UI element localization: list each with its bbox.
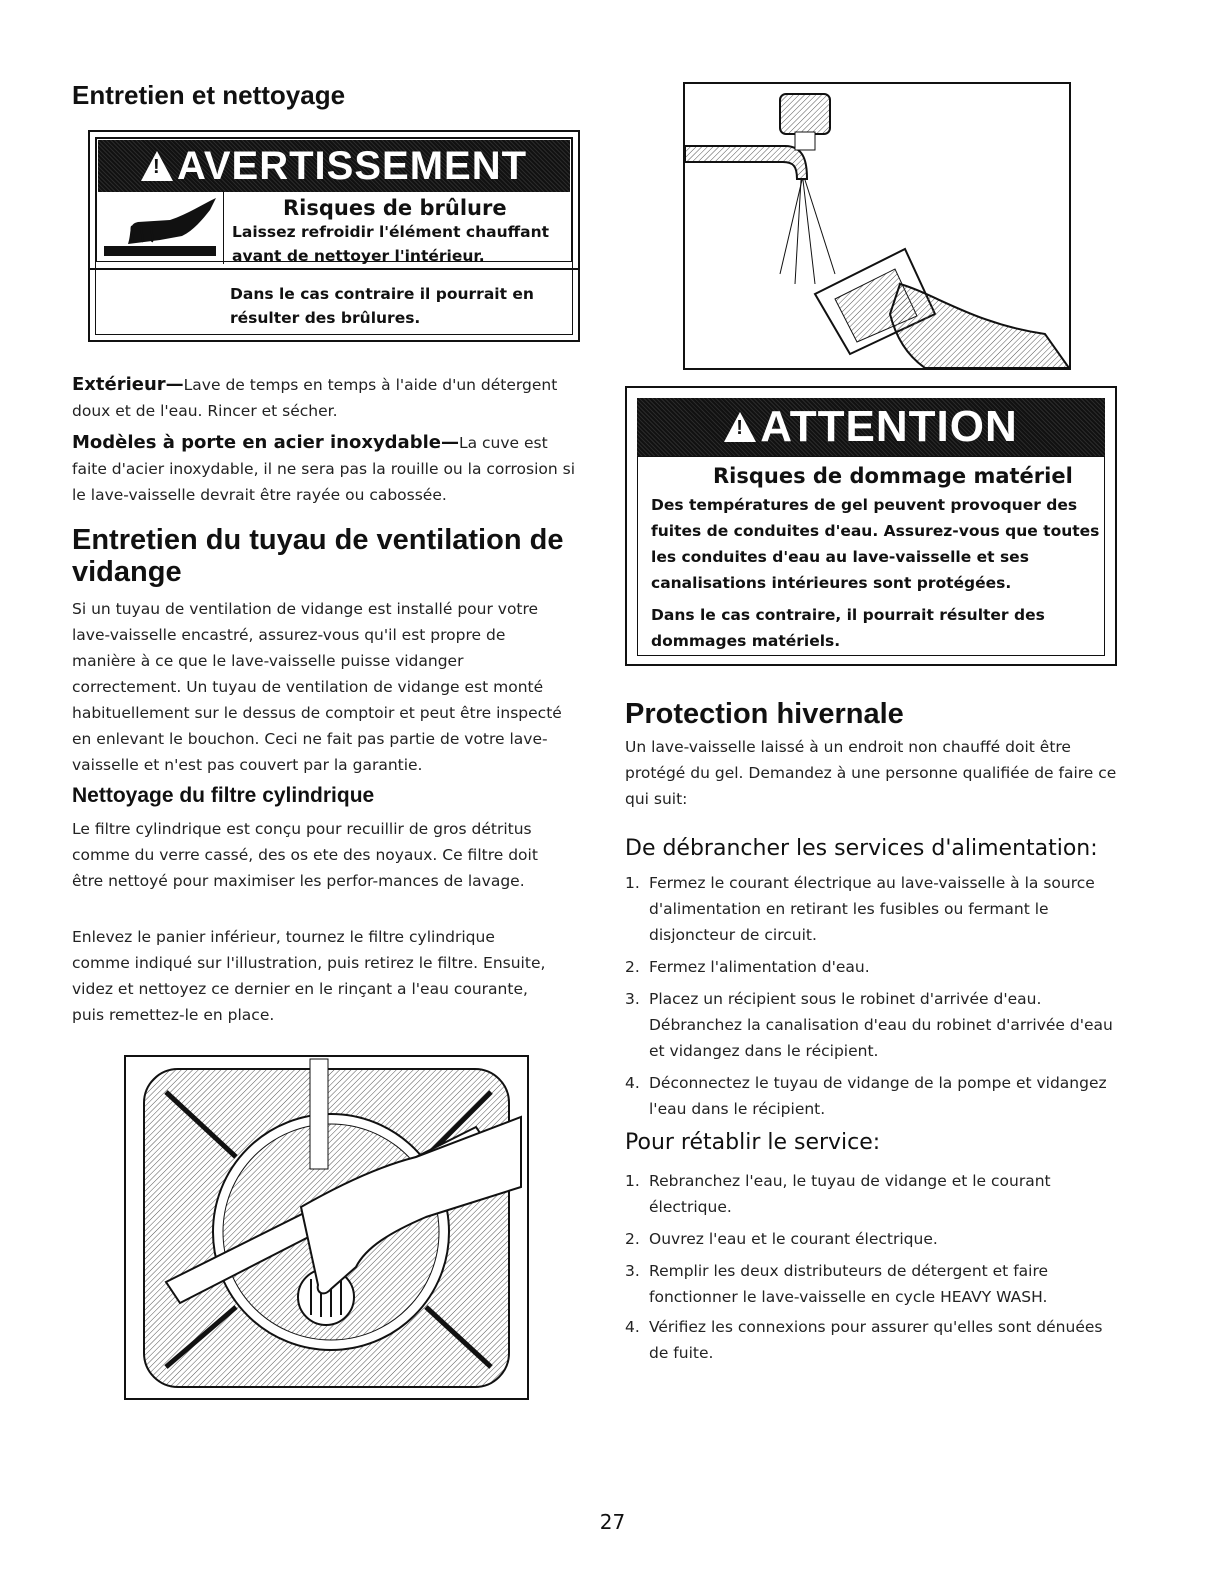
- section-heading-filtre: Nettoyage du filtre cylindrique: [72, 784, 375, 807]
- warning-triangle-icon: [141, 151, 173, 181]
- list-item: 1. Rebranchez l'eau, le tuyau de vidange et le courant électrique.: [625, 1172, 1051, 1216]
- filtre-paragraph-2: Enlevez le panier inférieur, tournez le filtre cylindrique comme indiqué sur l'illustration, puis retirez le filtre. Ensuite, videz et nettoyez ce dernier en le rinçant a l'eau courante, puis remettez-le en place.: [72, 928, 546, 1024]
- list-item: 2. Fermez l'alimentation d'eau.: [625, 958, 870, 976]
- warning-text-1: Laissez refroidir l'élément chauffant avant de nettoyer l'intérieur.: [232, 223, 550, 265]
- exterieur-paragraph: [72, 372, 582, 424]
- caution-text-2: Dans le cas contraire, il pourrait résulter des dommages matériels.: [651, 606, 1045, 650]
- modeles-text: La cuve est faite d'acier inoxydable, il ne sera pas la rouille ou la corrosion si le lave-vaisselle devrait être rayée ou cabossée.: [72, 434, 576, 504]
- page-number: 27: [599, 1510, 626, 1534]
- list-item: 2. Ouvrez l'eau et le courant électrique.: [625, 1230, 938, 1248]
- burn-hazard-icon: [98, 192, 223, 264]
- section-heading-retablir: Pour rétablir le service:: [625, 1130, 881, 1155]
- list-item: 4. Déconnectez le tuyau de vidange de la pompe et vidangez l'eau dans le récipient.: [625, 1074, 1107, 1118]
- caution-banner: ! ATTENTION: [637, 398, 1105, 456]
- caution-box: [625, 386, 1117, 666]
- modeles-label: Modèles à porte en acier inoxydable—: [72, 432, 459, 453]
- modeles-paragraph: [72, 430, 582, 508]
- faucet-illustration: [683, 82, 1071, 370]
- section-heading-tuyau: Entretien du tuyau de ventilation de vidange: [72, 524, 564, 588]
- caution-triangle-icon: [724, 412, 756, 442]
- warning-text-2: Dans le cas contraire il pourrait en résulter des brûlures.: [230, 285, 534, 327]
- warning-title: Risques de brûlure: [283, 196, 507, 220]
- tuyau-paragraph: Si un tuyau de ventilation de vidange est installé pour votre lave-vaisselle encastré, assurez-vous qu'il est propre de manière à ce que le lave-vaisselle puisse vidanger correctement. Un tuyau de ventilation de vidange est monté habituellement sur le dessus de comptoir et peut être inspecté en enlevant le bouchon. Ceci ne fait pas partie de votre lave-vaisselle et n'est pas couvert par la garantie.: [72, 600, 562, 774]
- list-item: 1. Fermez le courant électrique au lave-vaisselle à la source d'alimentation en retirant les fusibles ou fermant le disjoncteur de circuit.: [625, 874, 1095, 944]
- section-heading-entretien: Entretien et nettoyage: [72, 80, 346, 110]
- list-item: 4. Vérifiez les connexions pour assurer qu'elles sont dénuées de fuite.: [625, 1318, 1103, 1362]
- warning-box: [88, 130, 580, 270]
- list-item: 3. Remplir les deux distributeurs de détergent et faire fonctionner le lave-vaisselle en cycle HEAVY WASH.: [625, 1262, 1049, 1306]
- filtre-paragraph-1: Le filtre cylindrique est conçu pour recuillir de gros détritus comme du verre cassé, des os ete des noyaux. Ce filtre doit être nettoyé pour maximiser les perfor-mances de lavage.: [72, 820, 538, 890]
- list-item: 3. Placez un récipient sous le robinet d'arrivée d'eau. Débranchez la canalisation d'eau du robinet d'arrivée d'eau et vidangez dans le récipient.: [625, 990, 1113, 1060]
- section-heading-protection: Protection hivernale: [625, 698, 904, 730]
- protection-paragraph: Un lave-vaisselle laissé à un endroit non chauffé doit être protégé du gel. Demandez à une personne qualifiée de faire ce qui suit:: [625, 738, 1117, 808]
- filter-illustration: [124, 1055, 529, 1400]
- warning-banner: ! AVERTISSEMENT: [98, 140, 570, 192]
- exterieur-label: Extérieur—: [72, 374, 184, 395]
- caution-text-1: Des températures de gel peuvent provoquer des fuites de conduites d'eau. Assurez-vous que toutes les conduites d'eau au lave-vaisselle et ses canalisations intérieures sont protégées.: [651, 496, 1100, 592]
- caution-title: Risques de dommage matériel: [713, 464, 1073, 488]
- exterieur-text: Lave de temps en temps à l'aide d'un détergent doux et de l'eau. Rincer et sécher.: [72, 376, 558, 420]
- section-heading-debrancher: De débrancher les services d'alimentation:: [625, 836, 1098, 861]
